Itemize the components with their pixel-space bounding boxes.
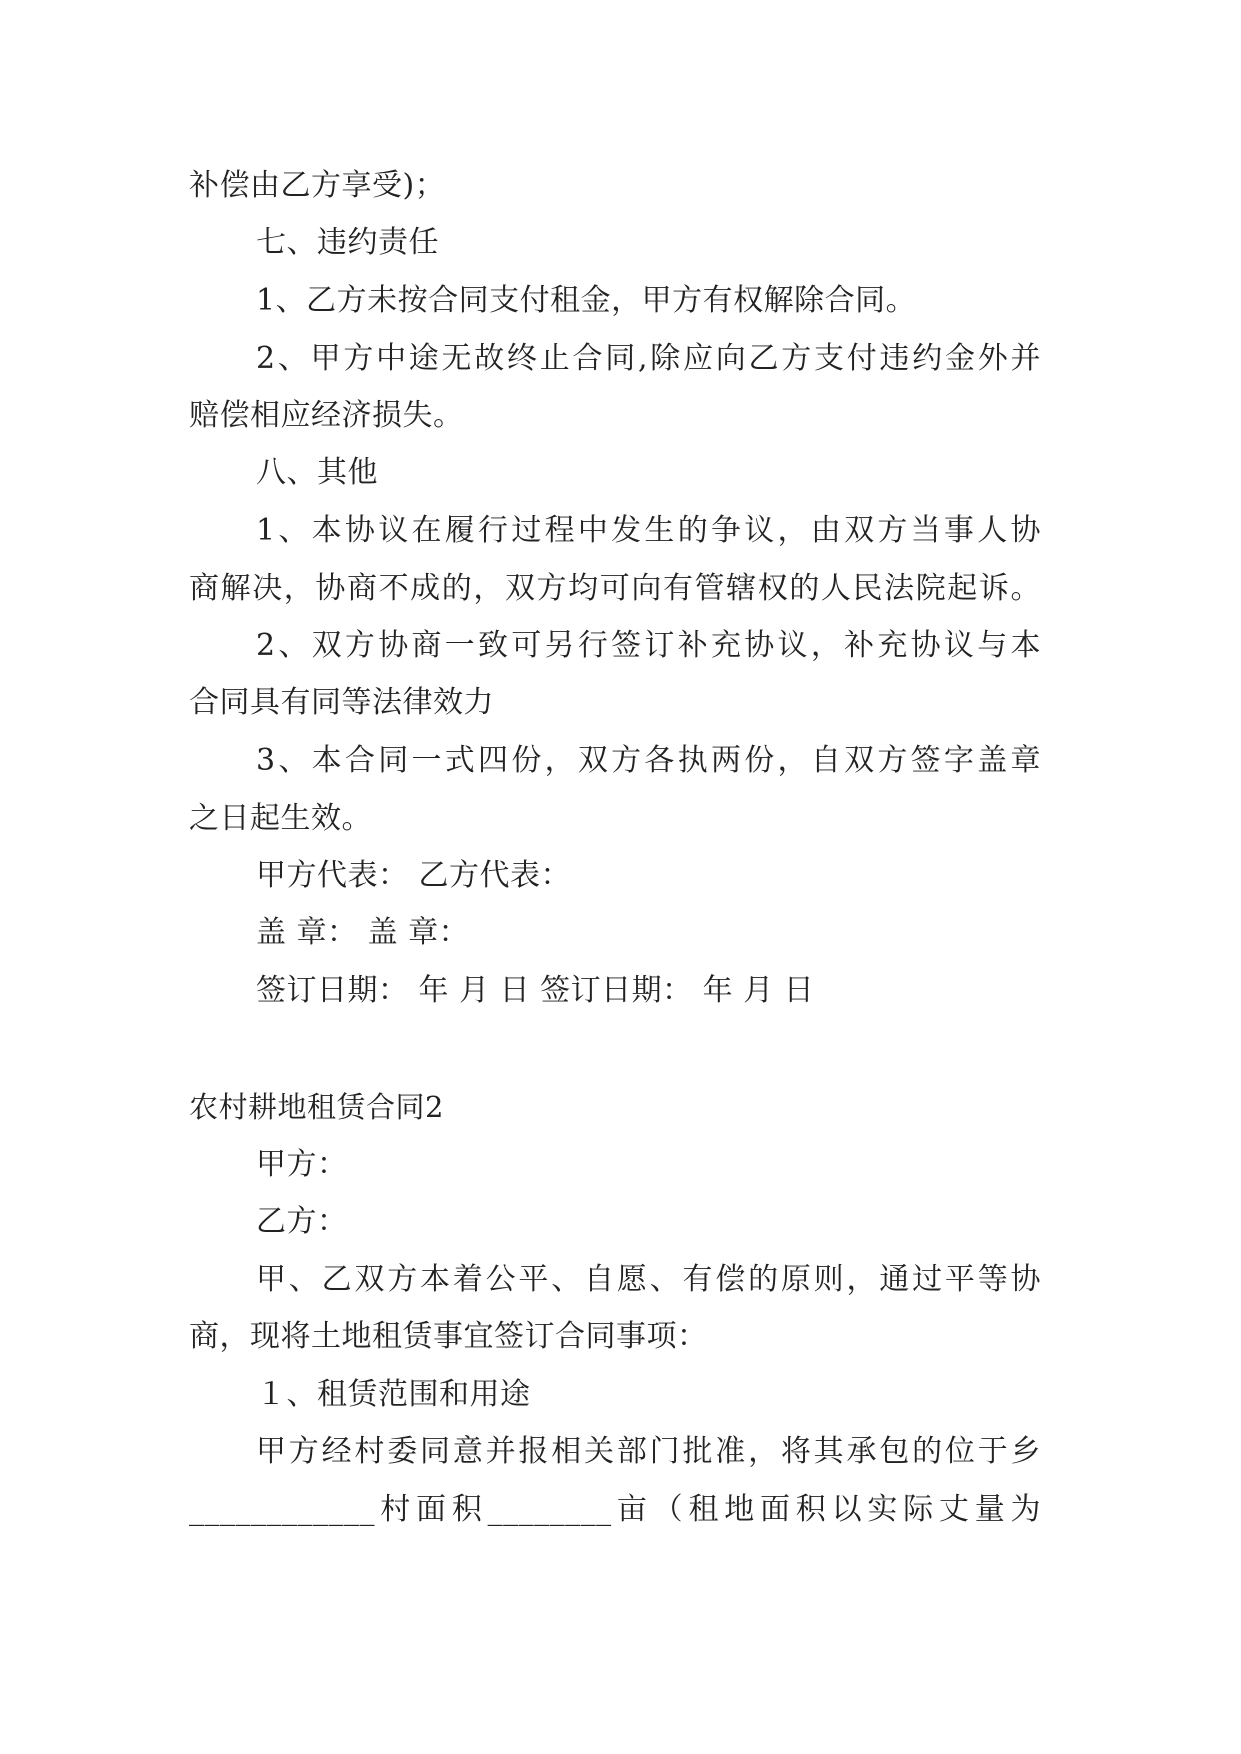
party-b-line: 乙方： <box>256 1204 348 1239</box>
paragraph-line: 赔偿相应经济损失。 <box>189 398 464 433</box>
paragraph-line: 补偿由乙方享受)； <box>189 168 446 203</box>
paragraph-line: 甲、乙双方本着公平、自愿、有偿的原则，通过平等协 <box>256 1262 1041 1297</box>
paragraph-line: 1、本协议在履行过程中发生的争议，由双方当事人协 <box>256 513 1041 548</box>
paragraph-line: 商，现将土地租赁事宜签订合同事项： <box>189 1319 708 1354</box>
paragraph-line: 甲方经村委同意并报相关部门批准，将其承包的位于乡 <box>256 1434 1041 1469</box>
paragraph-line: 2、甲方中途无故终止合同,除应向乙方支付违约金外并 <box>256 341 1041 376</box>
paragraph-line: ____________村面积________亩（租地面积以实际丈量为 <box>189 1492 1041 1527</box>
section-heading: 八、其他 <box>256 455 378 490</box>
section-heading: １、租赁范围和用途 <box>256 1377 531 1412</box>
seal-line: 盖 章： 盖 章： <box>256 915 470 950</box>
paragraph-line: 1、乙方未按合同支付租金，甲方有权解除合同。 <box>256 283 917 318</box>
paragraph-line: 之日起生效。 <box>189 801 372 836</box>
paragraph-line: 2、双方协商一致可另行签订补充协议，补充协议与本 <box>256 628 1041 663</box>
paragraph-line: 商解决，协商不成的，双方均可向有管辖权的人民法院起诉。 <box>189 571 1041 606</box>
paragraph-line: 合同具有同等法律效力 <box>189 685 494 720</box>
signature-line: 甲方代表： 乙方代表： <box>256 858 572 893</box>
section-heading: 七、违约责任 <box>256 225 439 260</box>
party-a-line: 甲方： <box>256 1147 348 1182</box>
date-line: 签订日期： 年 月 日 签订日期： 年 月 日 <box>256 973 815 1008</box>
document-title: 农村耕地租赁合同2 <box>189 1090 444 1124</box>
paragraph-line: 3、本合同一式四份，双方各执两份，自双方签字盖章 <box>256 743 1041 778</box>
